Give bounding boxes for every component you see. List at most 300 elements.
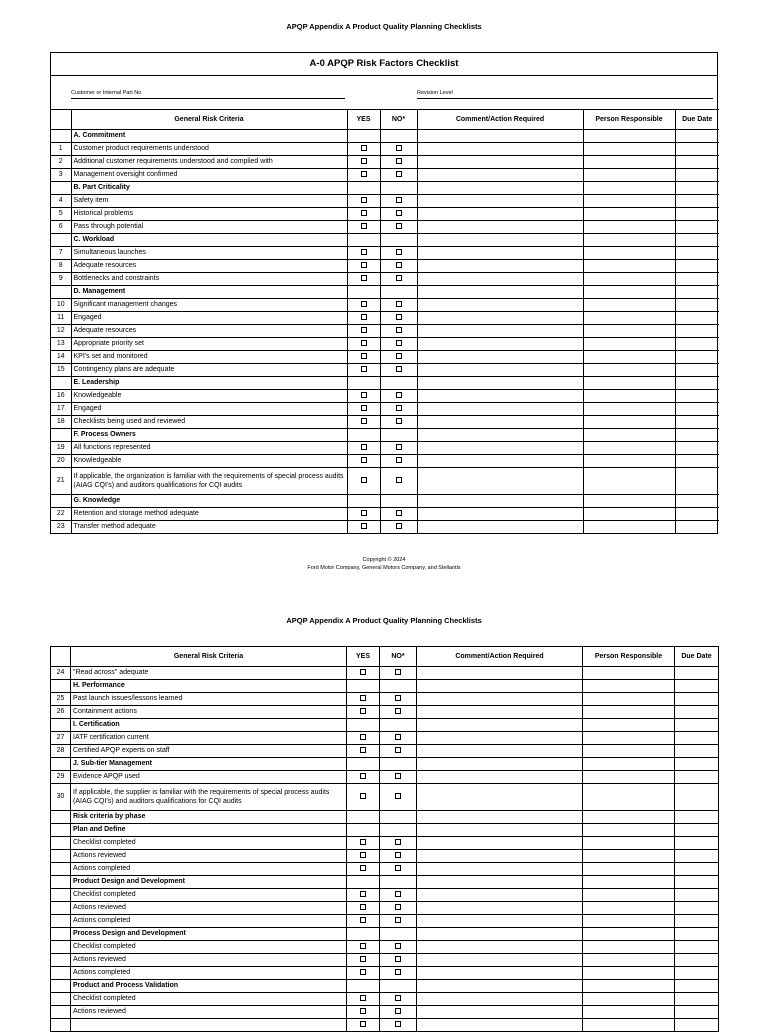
no-checkbox[interactable] — [395, 839, 401, 845]
due-date-cell[interactable] — [675, 941, 719, 954]
person-cell[interactable] — [583, 468, 675, 495]
due-date-cell[interactable] — [675, 667, 719, 680]
row-number: 22 — [51, 508, 71, 521]
comment-cell[interactable] — [417, 299, 583, 312]
person-cell[interactable] — [583, 325, 675, 338]
criteria-text: Checklist completed — [71, 889, 347, 902]
comment-cell[interactable] — [417, 693, 583, 706]
no-checkbox[interactable] — [396, 262, 402, 268]
person-cell[interactable] — [583, 416, 675, 429]
comment-cell[interactable] — [417, 521, 583, 534]
person-cell[interactable] — [583, 876, 675, 889]
due-date-cell[interactable] — [675, 286, 719, 299]
person-cell[interactable] — [583, 286, 675, 299]
person-cell[interactable] — [583, 390, 675, 403]
no-checkbox[interactable] — [396, 353, 402, 359]
person-cell[interactable] — [583, 941, 675, 954]
no-cell — [380, 403, 417, 416]
due-date-cell[interactable] — [675, 706, 719, 719]
comment-cell[interactable] — [417, 182, 583, 195]
no-checkbox[interactable] — [395, 917, 401, 923]
comment-cell[interactable] — [417, 495, 583, 508]
no-checkbox[interactable] — [395, 852, 401, 858]
comment-cell[interactable] — [417, 508, 583, 521]
comment-cell[interactable] — [417, 234, 583, 247]
person-cell[interactable] — [583, 889, 675, 902]
comment-cell[interactable] — [417, 680, 583, 693]
no-checkbox[interactable] — [396, 523, 402, 529]
yes-checkbox[interactable] — [360, 852, 366, 858]
person-cell[interactable] — [583, 719, 675, 732]
yes-checkbox[interactable] — [361, 457, 367, 463]
table-row — [51, 941, 719, 954]
person-cell[interactable] — [583, 863, 675, 876]
due-date-cell[interactable] — [675, 811, 719, 824]
header-no: NO* — [380, 110, 417, 130]
no-checkbox[interactable] — [396, 223, 402, 229]
no-cell — [380, 390, 417, 403]
comment-cell[interactable] — [417, 1006, 583, 1019]
comment-cell[interactable] — [417, 915, 583, 928]
person-cell[interactable] — [583, 312, 675, 325]
checklist-meta — [51, 76, 717, 109]
due-date-cell[interactable] — [675, 915, 719, 928]
no-checkbox[interactable] — [396, 392, 402, 398]
yes-cell — [347, 811, 380, 824]
yes-cell — [347, 312, 380, 325]
due-date-cell[interactable] — [675, 169, 719, 182]
no-checkbox[interactable] — [396, 301, 402, 307]
due-date-cell[interactable] — [675, 784, 719, 811]
criteria-text: Actions completed — [71, 863, 347, 876]
comment-cell[interactable] — [417, 351, 583, 364]
header-person: Person Responsible — [583, 647, 675, 667]
table-row — [51, 667, 719, 680]
no-checkbox[interactable] — [395, 793, 401, 799]
due-date-cell[interactable] — [675, 312, 719, 325]
yes-checkbox[interactable] — [361, 523, 367, 529]
person-cell[interactable] — [583, 182, 675, 195]
yes-checkbox[interactable] — [360, 969, 366, 975]
comment-cell[interactable] — [417, 941, 583, 954]
no-checkbox[interactable] — [396, 366, 402, 372]
yes-cell — [347, 863, 380, 876]
yes-checkbox[interactable] — [361, 223, 367, 229]
person-cell[interactable] — [583, 824, 675, 837]
due-date-cell[interactable] — [675, 993, 719, 1006]
due-date-cell[interactable] — [675, 260, 719, 273]
due-date-cell[interactable] — [675, 1006, 719, 1019]
due-date-cell[interactable] — [675, 182, 719, 195]
no-cell — [380, 680, 417, 693]
yes-checkbox[interactable] — [361, 392, 367, 398]
yes-checkbox[interactable] — [360, 995, 366, 1001]
person-cell[interactable] — [583, 195, 675, 208]
no-checkbox[interactable] — [395, 695, 401, 701]
due-date-cell[interactable] — [675, 403, 719, 416]
person-cell[interactable] — [583, 508, 675, 521]
due-date-cell[interactable] — [675, 338, 719, 351]
comment-cell[interactable] — [417, 771, 583, 784]
person-cell[interactable] — [583, 442, 675, 455]
criteria-text: Appropriate priority set — [71, 338, 347, 351]
comment-cell[interactable] — [417, 416, 583, 429]
due-date-cell[interactable] — [675, 1019, 719, 1032]
no-checkbox[interactable] — [396, 340, 402, 346]
yes-checkbox[interactable] — [360, 734, 366, 740]
comment-cell[interactable] — [417, 863, 583, 876]
no-checkbox[interactable] — [396, 405, 402, 411]
due-date-cell[interactable] — [675, 719, 719, 732]
person-cell[interactable] — [583, 521, 675, 534]
person-cell[interactable] — [583, 850, 675, 863]
due-date-cell[interactable] — [675, 416, 719, 429]
due-date-cell[interactable] — [675, 980, 719, 993]
yes-checkbox[interactable] — [360, 943, 366, 949]
person-cell[interactable] — [583, 954, 675, 967]
comment-cell[interactable] — [417, 1019, 583, 1032]
person-cell[interactable] — [583, 403, 675, 416]
person-cell[interactable] — [583, 221, 675, 234]
person-cell[interactable] — [583, 706, 675, 719]
no-checkbox[interactable] — [396, 197, 402, 203]
person-cell[interactable] — [583, 455, 675, 468]
yes-checkbox[interactable] — [361, 327, 367, 333]
section-row — [51, 811, 719, 824]
row-number — [51, 993, 71, 1006]
comment-cell[interactable] — [417, 156, 583, 169]
no-checkbox[interactable] — [396, 444, 402, 450]
comment-cell[interactable] — [417, 837, 583, 850]
comment-cell[interactable] — [417, 442, 583, 455]
row-number: 26 — [51, 706, 71, 719]
due-date-cell[interactable] — [675, 758, 719, 771]
criteria-text: Pass through potential — [71, 221, 347, 234]
yes-checkbox[interactable] — [360, 669, 366, 675]
no-checkbox[interactable] — [395, 669, 401, 675]
person-cell[interactable] — [583, 338, 675, 351]
yes-checkbox[interactable] — [360, 708, 366, 714]
comment-cell[interactable] — [417, 824, 583, 837]
due-date-cell[interactable] — [675, 130, 719, 143]
checklist-frame — [50, 52, 718, 534]
comment-cell[interactable] — [417, 993, 583, 1006]
comment-cell[interactable] — [417, 260, 583, 273]
comment-cell[interactable] — [417, 169, 583, 182]
no-checkbox[interactable] — [395, 708, 401, 714]
no-checkbox[interactable] — [395, 969, 401, 975]
due-date-cell[interactable] — [675, 680, 719, 693]
person-cell[interactable] — [583, 680, 675, 693]
section-label: Product and Process Validation — [71, 980, 347, 993]
comment-cell[interactable] — [417, 195, 583, 208]
section-label: Process Design and Development — [71, 928, 347, 941]
comment-cell[interactable] — [417, 667, 583, 680]
comment-cell[interactable] — [417, 954, 583, 967]
comment-cell[interactable] — [417, 312, 583, 325]
due-date-cell[interactable] — [675, 364, 719, 377]
yes-cell — [347, 403, 380, 416]
yes-checkbox[interactable] — [361, 210, 367, 216]
due-date-cell[interactable] — [675, 429, 719, 442]
due-date-cell[interactable] — [675, 143, 719, 156]
due-date-cell[interactable] — [675, 455, 719, 468]
yes-cell — [347, 377, 380, 390]
yes-checkbox[interactable] — [361, 510, 367, 516]
due-date-cell[interactable] — [675, 234, 719, 247]
due-date-cell[interactable] — [675, 442, 719, 455]
yes-checkbox[interactable] — [361, 262, 367, 268]
no-checkbox[interactable] — [395, 943, 401, 949]
comment-cell[interactable] — [417, 745, 583, 758]
row-number — [51, 967, 71, 980]
no-checkbox[interactable] — [396, 457, 402, 463]
yes-cell — [347, 1019, 380, 1032]
no-checkbox[interactable] — [396, 158, 402, 164]
comment-cell[interactable] — [417, 403, 583, 416]
due-date-cell[interactable] — [675, 351, 719, 364]
person-cell[interactable] — [583, 234, 675, 247]
due-date-cell[interactable] — [675, 954, 719, 967]
table-row — [51, 143, 719, 156]
person-cell[interactable] — [583, 377, 675, 390]
due-date-cell[interactable] — [675, 195, 719, 208]
comment-cell[interactable] — [417, 850, 583, 863]
no-cell — [380, 312, 417, 325]
yes-checkbox[interactable] — [361, 158, 367, 164]
no-checkbox[interactable] — [396, 327, 402, 333]
comment-cell[interactable] — [417, 247, 583, 260]
person-cell[interactable] — [583, 693, 675, 706]
person-cell[interactable] — [583, 364, 675, 377]
no-checkbox[interactable] — [395, 1021, 401, 1027]
person-cell[interactable] — [583, 915, 675, 928]
comment-cell[interactable] — [417, 811, 583, 824]
yes-checkbox[interactable] — [361, 418, 367, 424]
yes-checkbox[interactable] — [360, 1021, 366, 1027]
no-checkbox[interactable] — [395, 773, 401, 779]
due-date-cell[interactable] — [675, 967, 719, 980]
yes-checkbox[interactable] — [360, 695, 366, 701]
yes-checkbox[interactable] — [360, 1008, 366, 1014]
due-date-cell[interactable] — [675, 495, 719, 508]
person-cell[interactable] — [583, 169, 675, 182]
person-cell[interactable] — [583, 247, 675, 260]
due-date-cell[interactable] — [675, 208, 719, 221]
comment-cell[interactable] — [417, 455, 583, 468]
revision-level-field[interactable]: Revision Level — [417, 90, 713, 99]
yes-checkbox[interactable] — [360, 904, 366, 910]
person-cell[interactable] — [583, 495, 675, 508]
comment-cell[interactable] — [417, 928, 583, 941]
no-checkbox[interactable] — [395, 1008, 401, 1014]
person-cell[interactable] — [583, 771, 675, 784]
due-date-cell[interactable] — [675, 390, 719, 403]
due-date-cell[interactable] — [675, 299, 719, 312]
yes-checkbox[interactable] — [361, 444, 367, 450]
comment-cell[interactable] — [417, 967, 583, 980]
yes-cell — [347, 156, 380, 169]
due-date-cell[interactable] — [675, 732, 719, 745]
due-date-cell[interactable] — [675, 902, 719, 915]
comment-cell[interactable] — [417, 902, 583, 915]
comment-cell[interactable] — [417, 364, 583, 377]
yes-checkbox[interactable] — [360, 891, 366, 897]
yes-checkbox[interactable] — [360, 773, 366, 779]
due-date-cell[interactable] — [675, 156, 719, 169]
person-cell[interactable] — [583, 1006, 675, 1019]
yes-checkbox[interactable] — [361, 314, 367, 320]
person-cell[interactable] — [583, 273, 675, 286]
person-cell[interactable] — [583, 758, 675, 771]
yes-cell — [347, 468, 380, 495]
no-checkbox[interactable] — [396, 249, 402, 255]
due-date-cell[interactable] — [675, 508, 719, 521]
no-checkbox[interactable] — [395, 995, 401, 1001]
no-checkbox[interactable] — [396, 418, 402, 424]
due-date-cell[interactable] — [675, 850, 719, 863]
no-checkbox[interactable] — [395, 734, 401, 740]
table-row — [51, 247, 719, 260]
no-checkbox[interactable] — [396, 510, 402, 516]
person-cell[interactable] — [583, 130, 675, 143]
yes-checkbox[interactable] — [361, 275, 367, 281]
comment-cell[interactable] — [417, 143, 583, 156]
yes-checkbox[interactable] — [360, 865, 366, 871]
no-cell — [380, 338, 417, 351]
row-number: 11 — [51, 312, 71, 325]
yes-checkbox[interactable] — [361, 171, 367, 177]
due-date-cell[interactable] — [675, 247, 719, 260]
no-checkbox[interactable] — [395, 891, 401, 897]
header-criteria: General Risk Criteria — [71, 110, 347, 130]
yes-checkbox[interactable] — [361, 477, 367, 483]
comment-cell[interactable] — [417, 784, 583, 811]
risk-table-page1 — [51, 109, 719, 533]
yes-checkbox[interactable] — [360, 793, 366, 799]
yes-checkbox[interactable] — [360, 956, 366, 962]
comment-cell[interactable] — [417, 980, 583, 993]
no-checkbox[interactable] — [395, 904, 401, 910]
yes-checkbox[interactable] — [360, 839, 366, 845]
person-cell[interactable] — [583, 784, 675, 811]
comment-cell[interactable] — [417, 130, 583, 143]
person-cell[interactable] — [583, 429, 675, 442]
yes-checkbox[interactable] — [361, 145, 367, 151]
no-checkbox[interactable] — [396, 210, 402, 216]
comment-cell[interactable] — [417, 468, 583, 495]
yes-checkbox[interactable] — [361, 353, 367, 359]
person-cell[interactable] — [583, 299, 675, 312]
no-checkbox[interactable] — [396, 275, 402, 281]
no-cell — [380, 442, 417, 455]
no-checkbox[interactable] — [396, 145, 402, 151]
due-date-cell[interactable] — [675, 221, 719, 234]
person-cell[interactable] — [583, 745, 675, 758]
yes-checkbox[interactable] — [361, 197, 367, 203]
person-cell[interactable] — [583, 208, 675, 221]
criteria-text: If applicable, the supplier is familiar with the requirements of special process audits (AIAG CQI's) and auditors qualifications for CQI audits — [71, 784, 347, 811]
person-cell[interactable] — [583, 993, 675, 1006]
due-date-cell[interactable] — [675, 693, 719, 706]
due-date-cell[interactable] — [675, 377, 719, 390]
comment-cell[interactable] — [417, 377, 583, 390]
comment-cell[interactable] — [417, 719, 583, 732]
yes-cell — [347, 508, 380, 521]
criteria-text: Certified APQP experts on staff — [71, 745, 347, 758]
person-cell[interactable] — [583, 902, 675, 915]
due-date-cell[interactable] — [675, 837, 719, 850]
yes-checkbox[interactable] — [360, 917, 366, 923]
comment-cell[interactable] — [417, 286, 583, 299]
person-cell[interactable] — [583, 156, 675, 169]
due-date-cell[interactable] — [675, 824, 719, 837]
due-date-cell[interactable] — [675, 273, 719, 286]
person-cell[interactable] — [583, 732, 675, 745]
no-checkbox[interactable] — [395, 956, 401, 962]
person-cell[interactable] — [583, 667, 675, 680]
comment-cell[interactable] — [417, 889, 583, 902]
comment-cell[interactable] — [417, 732, 583, 745]
comment-cell[interactable] — [417, 876, 583, 889]
due-date-cell[interactable] — [675, 745, 719, 758]
person-cell[interactable] — [583, 980, 675, 993]
yes-checkbox[interactable] — [361, 366, 367, 372]
due-date-cell[interactable] — [675, 889, 719, 902]
person-cell[interactable] — [583, 260, 675, 273]
comment-cell[interactable] — [417, 325, 583, 338]
no-checkbox[interactable] — [396, 171, 402, 177]
due-date-cell[interactable] — [675, 771, 719, 784]
person-cell[interactable] — [583, 928, 675, 941]
page-header: APQP Appendix A Product Quality Planning Checklists — [286, 22, 482, 31]
comment-cell[interactable] — [417, 390, 583, 403]
no-checkbox[interactable] — [396, 314, 402, 320]
copyright-line2: Ford Motor Company, General Motors Company, and Stellantis — [307, 565, 461, 571]
person-cell[interactable] — [583, 811, 675, 824]
comment-cell[interactable] — [417, 273, 583, 286]
no-checkbox[interactable] — [395, 747, 401, 753]
comment-cell[interactable] — [417, 429, 583, 442]
person-cell[interactable] — [583, 837, 675, 850]
due-date-cell[interactable] — [675, 468, 719, 495]
yes-checkbox[interactable] — [361, 301, 367, 307]
due-date-cell[interactable] — [675, 863, 719, 876]
no-checkbox[interactable] — [396, 477, 402, 483]
due-date-cell[interactable] — [675, 325, 719, 338]
person-cell[interactable] — [583, 967, 675, 980]
comment-cell[interactable] — [417, 221, 583, 234]
comment-cell[interactable] — [417, 706, 583, 719]
due-date-cell[interactable] — [675, 876, 719, 889]
due-date-cell[interactable] — [675, 521, 719, 534]
due-date-cell[interactable] — [675, 928, 719, 941]
table-row — [51, 1019, 719, 1032]
yes-checkbox[interactable] — [361, 249, 367, 255]
customer-part-field[interactable]: Customer or Internal Part No — [71, 90, 345, 99]
yes-checkbox[interactable] — [361, 340, 367, 346]
yes-checkbox[interactable] — [360, 747, 366, 753]
comment-cell[interactable] — [417, 758, 583, 771]
comment-cell[interactable] — [417, 338, 583, 351]
no-checkbox[interactable] — [395, 865, 401, 871]
yes-checkbox[interactable] — [361, 405, 367, 411]
header-comment: Comment/Action Required — [417, 647, 583, 667]
person-cell[interactable] — [583, 351, 675, 364]
person-cell[interactable] — [583, 1019, 675, 1032]
comment-cell[interactable] — [417, 208, 583, 221]
person-cell[interactable] — [583, 143, 675, 156]
